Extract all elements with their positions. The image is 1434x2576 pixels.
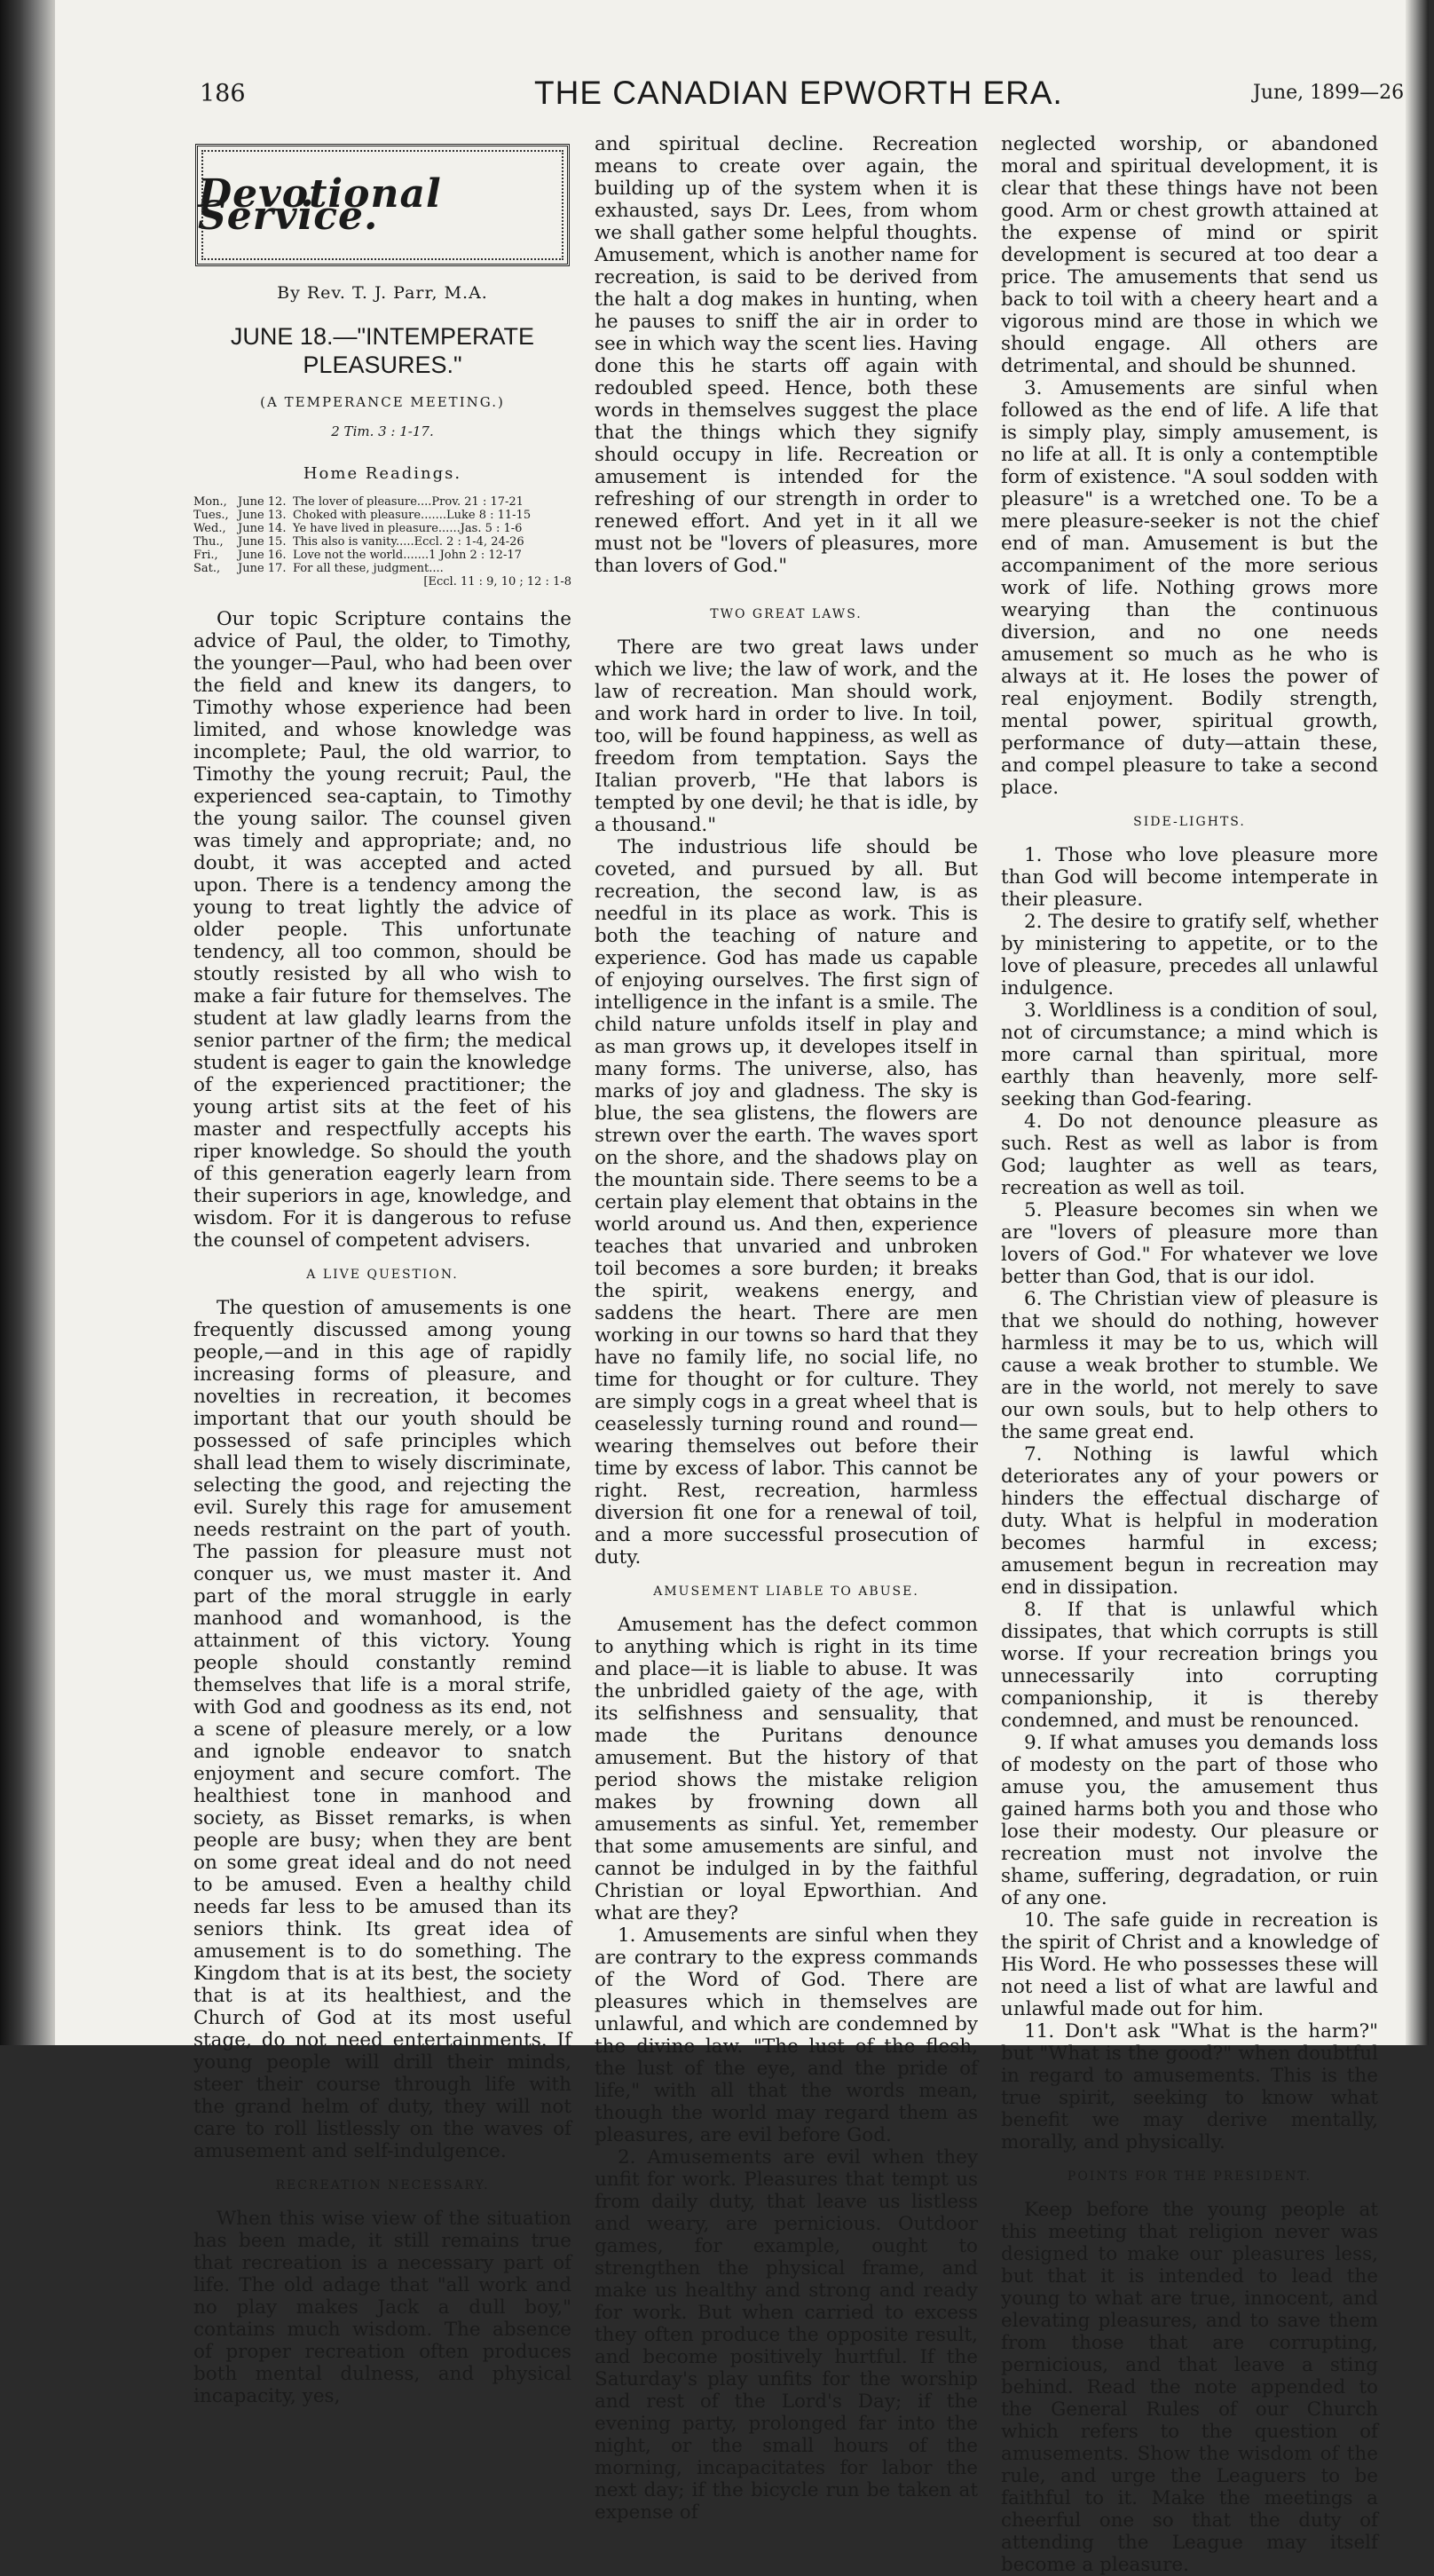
- reading-row: Sat., June 17. For all these, judgment....: [193, 562, 444, 575]
- subheading-points-for-president: POINTS FOR THE PRESIDENT.: [1067, 2169, 1312, 2184]
- side-light-item: 8. If that is unlawful which dissipates, that which corrupts is still worse. If your recreation brings you unnecessarily into corrupting companionship, it is thereby condemned, and must be renounced.: [1001, 1599, 1378, 1732]
- subheading-side-lights: SIDE-LIGHTS.: [1133, 815, 1246, 829]
- body-paragraph: Amusement has the defect common to anything which is right in its time and place—it is liable to abuse. It was the unbridled gaiety of the age, with its selfishness and sensuality, that made the Puritans denounce amusement. But the history of that period shows the mistake religion makes by frowning down all amusements as sinful. Yet, remember that some amusements are sinful, and cannot be indulged in by the faithful Christian or loyal Epworthian. And what are they?: [595, 1614, 978, 1924]
- side-light-item: 9. If what amuses you demands loss of modesty on the part of those who amuse you, the amusement thus gained harms both you and those who lose their modesty. Our pleasure or recreation must not involve the shame, suffering, degradation, or ruin of any one.: [1001, 1732, 1378, 1909]
- topic-heading: JUNE 18.—"INTEMPERATE PLEASURES.": [230, 323, 535, 378]
- reading-row: Thu., June 15. This also is vanity.....Eccl. 2 : 1-4, 24-26: [193, 535, 524, 549]
- side-light-item: 10. The safe guide in recreation is the spirit of Christ and a knowledge of His Word. He who possesses these will not need a list of what are lawful and unlawful made out for him.: [1001, 1909, 1378, 2020]
- home-readings-list: [193, 495, 571, 589]
- reading-row: Fri., June 16. Love not the world.......1 John 2 : 12-17: [193, 549, 522, 562]
- reading-row: Mon., June 12. The lover of pleasure....Prov. 21 : 17-21: [193, 495, 524, 509]
- magazine-page: [55, 0, 1429, 2576]
- side-light-item: 4. Do not denounce pleasure as such. Rest as well as labor is from God; laughter as well as tears, recreation as well as toil.: [1001, 1110, 1378, 1199]
- reading-row-continuation: [Eccl. 11 : 9, 10 ; 12 : 1-8: [423, 575, 571, 589]
- subheading-recreation-necessary: RECREATION NECESSARY.: [275, 2178, 490, 2193]
- scripture-reference: 2 Tim. 3 : 1-17.: [331, 423, 434, 439]
- side-light-item: 11. Don't ask "What is the harm?" but "What is the good?" when doubtful in regard to amusements. This is the true spirit, seeking to know what benefit we may derive mentally, morally, and physically.: [1001, 2020, 1378, 2153]
- column-2: [595, 133, 978, 2524]
- body-paragraph: The industrious life should be coveted, and pursued by all. But recreation, the second law, is as needful in its place as work. This is both the teaching of nature and experience. God has made us capable of enjoying ourselves. The first sign of intelligence in the infant is a smile. The child nature unfolds itself in play and as man grows up, it developes itself in many forms. The universe, also, has marks of joy and gladness. The sky is blue, the sea glistens, the flowers are strewn over the earth. The waves sport on the shore, and the shadows play on the mountain side. There seems to be a certain play element that obtains in the world around us. And then, experience teaches that unvaried and unbroken toil becomes a sore burden; it breaks the spirit, weakens energy, and saddens the heart. There are men working in our towns so hard that they have no family life, no social life, no time for thought or for culture. They are simply cogs in a great wheel that is ceaselessly turning round and round—wearing themselves out before their time by excess of labor. This cannot be right. Rest, recreation, harmless diversion fit one for a renewal of toil, and a more successful prosecution of duty.: [595, 836, 978, 1569]
- meeting-type: (A TEMPERANCE MEETING.): [260, 394, 505, 410]
- running-header: [55, 75, 1429, 110]
- side-light-item: 3. Worldliness is a condition of soul, not of circumstance; a mind which is more carnal than spiritual, more earthly than heavenly, more self-seeking than God-fearing.: [1001, 1000, 1378, 1110]
- page-number: 186: [200, 80, 246, 107]
- home-readings-heading: Home Readings.: [303, 464, 462, 483]
- issue-date: June, 1899—26: [1253, 82, 1405, 104]
- body-paragraph: The question of amusements is one frequently discussed among young people,—and in this age of rapidly increasing forms of pleasure, and novelties in recreation, it becomes important that our youth should be possessed of safe principles which shall lead them to wisely discriminate, selecting the good, and rejecting the evil. Surely this rage for amusement needs restraint on the part of youth. The passion for pleasure must not conquer us, we must master it. And part of the moral struggle in early manhood and womanhood, is the attainment of this victory. Young people should constantly remind themselves that life is a moral strife, with God and goodness as its end, not a scene of pleasure merely, or a low and ignoble endeavor to snatch enjoyment and secure comfort. The healthiest tone in manhood and society, as Bisset remarks, is when people are busy; when they are bent on some great ideal and do not need to be amused. Even a healthy child needs far less to be amused than its seniors think. Its great idea of amusement is to do something. The Kingdom that is at its best, the society that is at its healthiest, and the Church of God at its most useful stage, do not need entertainments. If young people will drill their minds, steer their course through life with the grand helm of duty, they will not care to roll listlessly on the waves of amusement and self-indulgence.: [193, 1297, 571, 2162]
- subheading-two-great-laws: TWO GREAT LAWS.: [710, 607, 863, 621]
- body-paragraph: neglected worship, or abandoned moral and spiritual development, it is clear that these things have not been good. Arm or chest growth attained at the expense of mind or spirit development is secured at too dear a price. The amusements that send us back to toil with a cheery heart and a vigorous mind are those in which we should engage. All others are detrimental, and should be shunned.: [1001, 133, 1378, 377]
- column-3: [1001, 133, 1378, 2576]
- body-paragraph: 2. Amusements are evil when they unfit for work. Pleasures that tempt us from daily duty, that leave us listless and weary, are pernicious. Outdoor games, for example, ought to strengthen the physical frame, and make us healthy and strong and ready for work. But when carried to excess they often produce the opposite result, and become positively hurtful. If the Saturday's play unfits for the worship and rest of the Lord's Day; if the evening party, prolonged far into the night, or the small hours of the morning, incapacitates for labor the next day; if the bicycle run be taken at expense of: [595, 2146, 978, 2524]
- side-light-item: 5. Pleasure becomes sin when we are "lovers of pleasure more than lovers of God." For whatever we love better than God, that is our idol.: [1001, 1199, 1378, 1288]
- side-light-item: 6. The Christian view of pleasure is that we should do nothing, however harmless it may be to us, which will cause a weak brother to stumble. We are in the world, not merely to save our own souls, but to help others to the same great end.: [1001, 1288, 1378, 1443]
- subheading-amusement-abuse: AMUSEMENT LIABLE TO ABUSE.: [653, 1584, 919, 1599]
- body-paragraph: When this wise view of the situation has been made, it still remains true that recreation is a necessary part of life. The old adage that "all work and no play makes Jack a dull boy," contains much wisdom. The absence of proper recreation often produces both mental dulness, and physical incapacity, yes,: [193, 2208, 571, 2407]
- section-title-frame: [195, 144, 570, 266]
- side-light-item: 1. Those who love pleasure more than God will become intemperate in their pleasure.: [1001, 844, 1378, 911]
- section-title: Devotional Service.: [198, 171, 442, 239]
- column-1: [193, 133, 571, 2407]
- byline: By Rev. T. J. Parr, M.A.: [277, 283, 488, 303]
- reading-row: Tues., June 13. Choked with pleasure.......Luke 8 : 11-15: [193, 509, 532, 522]
- body-paragraph: 1. Amusements are sinful when they are contrary to the express commands of the Word of God. There are pleasures which in themselves are unlawful, and which are condemned by the divine law. "The lust of the flesh, the lust of the eye, and the pride of life," with all that the words mean, though the world may regard them as pleasures, are evil before God.: [595, 1924, 978, 2146]
- page-edge-shadow: [1406, 0, 1429, 2045]
- side-light-item: 7. Nothing is lawful which deteriorates any of your powers or hinders the effectual discharge of duty. What is helpful in moderation becomes harmful in excess; amusement begun in recreation may end in dissipation.: [1001, 1443, 1378, 1599]
- body-paragraph: 3. Amusements are sinful when followed as the end of life. A life that is simply play, simply amusement, is no life at all. It is only a contemptible form of existence. "A soul sodden with pleasure" is a wretched one. To be a mere pleasure-seeker is not the chief end of man. Amusement is but the accompaniment of the more serious work of life. Nothing grows more wearying than the continuous diversion, and no one needs amusement so much as he who is always at it. He loses the power of real enjoyment. Bodily strength, mental power, spiritual growth, performance of duty—attain these, and compel pleasure to take a second place.: [1001, 377, 1378, 799]
- magazine-title: THE CANADIAN EPWORTH ERA.: [534, 75, 1063, 111]
- side-light-item: 2. The desire to gratify self, whether by ministering to appetite, or to the love of pleasure, precedes all unlawful indulgence.: [1001, 911, 1379, 1000]
- subheading-live-question: A LIVE QUESTION.: [306, 1268, 459, 1282]
- body-paragraph: Our topic Scripture contains the advice of Paul, the older, to Timothy, the younger—Paul, who had been over the field and knew its dangers, to Timothy whose experience had been limited, and whose knowledge was incomplete; Paul, the old warrior, to Timothy the young recruit; Paul, the experienced sea-captain, to Timothy the young sailor. The counsel given was timely and appropriate; and, no doubt, it was accepted and acted upon. There is a tendency among the young to treat lightly the advice of older people. This unfortunate tendency, all too common, should be stoutly resisted by all who wish to make a fair future for themselves. The student at law gladly learns from the senior partner of the firm; the medical student is eager to gain the knowledge of the experienced practitioner; the young artist sits at the feet of his master and respectfully accepts his riper knowledge. So should the youth of this generation eagerly learn from their superiors in age, knowledge, and wisdom. For it is dangerous to refuse the counsel of competent advisers.: [193, 608, 571, 1252]
- body-paragraph: Keep before the young people at this meeting that religion never was designed to make our pleasures less, but that it is intended to lead the young to what are true, innocent, and elevating pleasures, and to save them from those that are corrupting, pernicious, and that leave a sting behind. Read the note appended to the General Rules of our Church which refers to the question of amusements. Show the wisdom of the rule, and urge the Leaguers to be faithful to it. Make the meetings a cheerful one so that the duty of attending the League may itself become a pleasure.: [1001, 2199, 1378, 2576]
- reading-row: Wed., June 14. Ye have lived in pleasure......Jas. 5 : 1-6: [193, 522, 523, 535]
- body-paragraph: There are two great laws under which we live; the law of work, and the law of recreation. Man should work, and work hard in order to live. In toil, too, will be found happiness, as well as freedom from temptation. Says the Italian proverb, "He that labors is tempted by one devil; he that is idle, by a thousand.": [595, 636, 978, 836]
- binding-spine: [0, 0, 55, 2045]
- body-paragraph: and spiritual decline. Recreation means to create over again, the building up of the system when it is exhausted, says Dr. Lees, from whom we shall gather some helpful thoughts. Amusement, which is another name for recreation, is said to be derived from the halt a dog makes in hunting, when he pauses to sniff the air in order to see in which way the scent lies. Having done this he starts off again with redoubled speed. Hence, both these words in themselves suggest the place that the things which they signify should occupy in life. Recreation or amusement is intended for the refreshing of our strength in order to renewed effort. And yet in it all we must not be "lovers of pleasures, more than lovers of God.": [595, 133, 978, 577]
